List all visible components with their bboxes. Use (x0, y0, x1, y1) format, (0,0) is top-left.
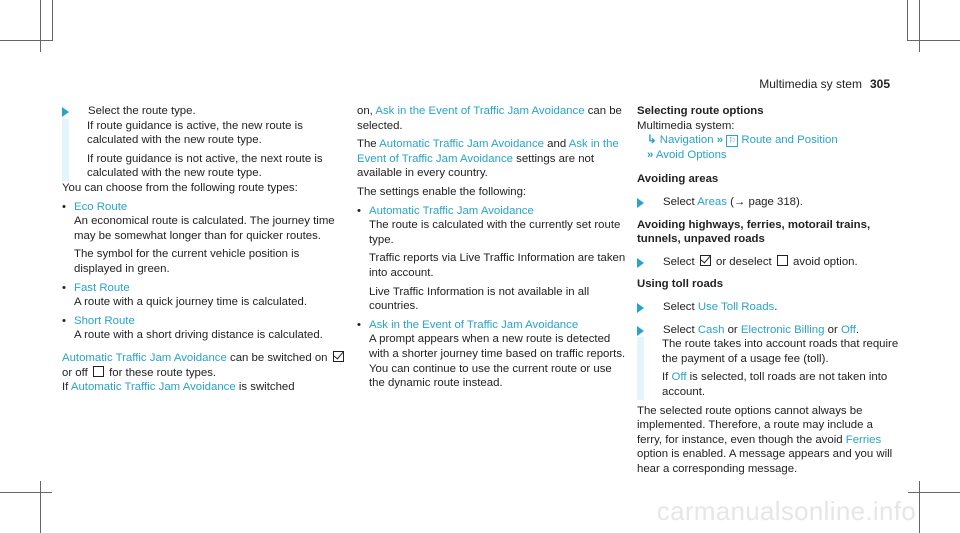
crop-mark (40, 0, 41, 52)
paragraph: The route takes into account roads that require the payment of a usage fee (toll). (662, 338, 899, 365)
list-item: • Fast Route (62, 281, 130, 294)
paragraph: Live Traffic Information is not available in all countries. (369, 285, 590, 313)
ataja-label: Automatic Traffic Jam Avoidance (70, 381, 236, 394)
ataja-label: Automatic Traffic Jam Avoidance (379, 138, 544, 151)
step: Select Use Toll Roads. (637, 300, 901, 315)
crop-mark (919, 0, 920, 52)
section-heading: Selecting route options (637, 105, 764, 117)
column-2 (357, 104, 627, 391)
ataja-option-label: Automatic Traffic Jam Avoidance (369, 204, 534, 217)
crop-mark (908, 492, 960, 493)
use-toll-roads-option: Use Toll Roads (697, 300, 775, 313)
step-select-route-type (62, 104, 350, 119)
menu-path (637, 148, 901, 163)
paragraph: Traffic reports via Live Traffic Information are taken into account. (369, 252, 626, 279)
areas-option: Areas (697, 195, 727, 208)
paragraph: The symbol for the current vehicle position is displayed in green. (74, 248, 300, 275)
list-item: • Eco Route (62, 200, 128, 213)
off-option: Off (671, 371, 687, 384)
step-arrow-icon (637, 326, 644, 336)
watermark: carmanualsonline.info (656, 496, 916, 526)
paragraph: Multimedia system: (637, 119, 735, 132)
step-arrow-icon (637, 198, 644, 208)
checked-box-icon (333, 351, 344, 362)
paragraph: An economical route is calculated. The journey time may be somewhat longer than for quicker routes. (74, 215, 335, 242)
paragraph: You can choose from the following route types: (62, 181, 298, 194)
list-item-body (62, 214, 350, 276)
crop-mark (908, 40, 960, 41)
section-title: Multimedia sy stem (759, 77, 862, 91)
page-number: 305 (869, 77, 890, 91)
crop-mark (52, 0, 53, 41)
crop-mark (40, 481, 41, 533)
unchecked-box-icon (777, 255, 788, 266)
crop-mark (0, 40, 52, 41)
running-header (759, 77, 890, 91)
nav-menu-item: Navigation (659, 134, 714, 147)
paragraph: The Automatic Traffic Jam Avoidance and Ask in the Event of Traffic Jam Avoidance settings are not available in every country. (357, 138, 619, 180)
ferries-option: Ferries (845, 433, 882, 446)
cash-option: Cash (697, 323, 725, 336)
paragraph: The route is calculated with the currently set route type. (369, 219, 621, 246)
aitej-option-label: Ask in the Event of Traffic Jam Avoidance (369, 318, 579, 331)
step: Select or deselect avoid option. (637, 255, 901, 270)
return-arrow-icon: ↳ (647, 134, 657, 147)
route-icon: ⚐ (726, 135, 738, 147)
crop-mark (907, 0, 908, 41)
checked-box-icon (700, 255, 711, 266)
section-heading: Avoiding highways, ferries, motorail trains, tunnels, unpaved roads (637, 218, 871, 246)
step-text: Select the route type. (88, 105, 196, 117)
double-chevron-icon: » (716, 134, 724, 147)
off-option: Off (840, 323, 856, 336)
paragraph: The selected route options cannot always be implemented. Therefore, a route may include a ferry, for instance, even though the avoid Ferries option is enabled. A message appears and you will hear a corresponding message. (637, 404, 893, 475)
list-item: • Ask in the Event of Traffic Jam Avoidance (357, 318, 579, 331)
fast-route-label: Fast Route (74, 281, 130, 294)
step: Select Cash or Electronic Billing or Off. (637, 323, 901, 338)
list-item: • Automatic Traffic Jam Avoidance (357, 204, 534, 217)
step-details (637, 337, 901, 399)
crop-mark (0, 492, 52, 493)
paragraph: A route with a quick journey time is calculated. (74, 296, 307, 309)
step-arrow-icon (62, 107, 69, 117)
paragraph: A prompt appears when a new route is detected with a shorter journey time based on traffic reports. You can continue to use the current route or use the dynamic route instead. (369, 333, 626, 390)
unchecked-box-icon (93, 366, 104, 377)
aitej-label: Ask in the Event of Traffic Jam Avoidance (375, 105, 585, 117)
paragraph: The settings enable the following: (357, 185, 527, 198)
paragraph: If route guidance is active, the new route is calculated with the new route type. (87, 119, 303, 147)
list-item: • Short Route (62, 314, 135, 327)
menu-path (637, 133, 901, 148)
section-heading: Avoiding areas (637, 173, 719, 186)
list-item-body (357, 218, 627, 314)
avoid-options-menu-item: Avoid Options (655, 148, 727, 161)
electronic-billing-option: Electronic Billing (740, 323, 825, 336)
ataja-label: Automatic Traffic Jam Avoidance (62, 351, 227, 364)
step-details (62, 119, 350, 181)
short-route-label: Short Route (74, 314, 135, 327)
route-position-menu-item: Route and Position (741, 134, 838, 147)
paragraph: If route guidance is not active, the next route is calculated with the new route type. (87, 152, 323, 180)
section-heading: Using toll roads (637, 278, 724, 291)
column-1 (62, 104, 350, 395)
paragraph: If Off is selected, toll roads are not taken into account. (662, 371, 888, 398)
step-arrow-icon (637, 258, 644, 268)
paragraph: Automatic Traffic Jam Avoidance can be switched on or off for these route types. If Automatic Traffic Jam Avoidance is switched (62, 351, 350, 395)
double-chevron-icon: » (647, 148, 654, 161)
eco-route-label: Eco Route (74, 200, 128, 213)
crop-mark (919, 481, 920, 533)
paragraph: on, Ask in the Event of Traffic Jam Avoidance can be selected. (357, 105, 622, 132)
step: Select Areas (→ page 318). (637, 195, 901, 210)
column-3 (637, 104, 901, 476)
aitej-label: Ask in the Event of Traffic Jam Avoidance (357, 138, 619, 165)
paragraph: A route with a short driving distance is calculated. (74, 329, 323, 342)
step-arrow-icon (637, 303, 644, 313)
